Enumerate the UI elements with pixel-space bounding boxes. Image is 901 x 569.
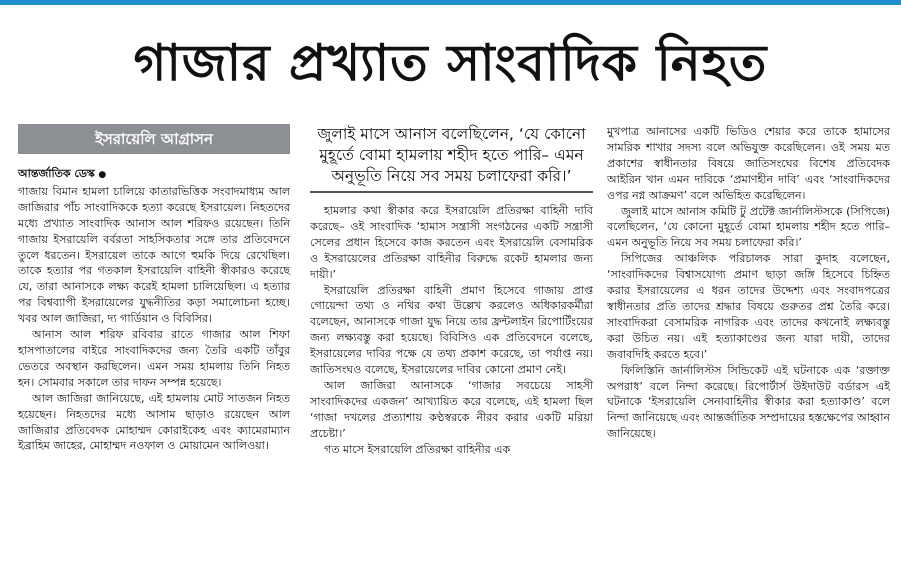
bullet-icon: ● [98, 170, 107, 180]
paragraph: গত মাসে ইসরায়েলি প্রতিরক্ষা বাহিনীর এক [324, 442, 511, 456]
article-column-3 [607, 124, 890, 442]
pull-quote-text: জুলাই মাসে আনাস বলেছিলেন, ‘যে কোনো মুহূর্তে বোমা হামলায় শহীদ হতে পারি– এমন অনুভূতি নিয়ে সব সময় চলাফেরা করি।’ [317, 125, 586, 185]
paragraph: আনাস আল শরিফ রবিবার রাতে গাজার আল শিফা হাসপাতালের বাইরে সাংবাদিকদের জন্য তৈরি একটি তাঁবুর ভেতরে অবস্থান করছিলেন। এমন সময় হামলায় তিনি নিহত হন। সোমবার সকালে তার দাফন সম্পন্ন হয়েছে। [18, 328, 290, 389]
paragraph: আল জাজিরা আনাসকে ‘গাজার সবচেয়ে সাহসী সাংবাদিকদের একজন’ আখ্যায়িত করে বলেছে, এই হামলা ছিল ‘গাজা দখলের প্রত্যাশায় কণ্ঠস্বরকে নীরব করার একটি মরিয়া প্রচেষ্টা।’ [310, 378, 593, 440]
top-accent-bar [0, 0, 901, 5]
headline: গাজার প্রখ্যাত সাংবাদিক নিহত [133, 34, 768, 92]
article-column-1 [18, 124, 290, 454]
article-column-2 [310, 124, 593, 458]
paragraph: ফিলিস্তিনি জার্নালিস্টস সিন্ডিকেট এই ঘটনাকে এক ‘রক্তাক্ত অপরাধ’ বলে নিন্দা করেছে। রিপোর্টার্স উইদাউট বর্ডারস এই ঘটনাকে ‘ইসরায়েলি সেনাবাহিনীর স্বীকার করা হত্যাকাণ্ড’ বলে নিন্দা জানিয়েছে এবং আন্তর্জাতিক সম্প্রদায়ের হস্তক্ষেপের আহ্বান জানিয়েছে। [607, 363, 890, 441]
byline [18, 166, 290, 184]
paragraph: সিপিজের আঞ্চলিক পরিচালক সারা কুদাহ বলেছেন, ‘সাংবাদিকদের বিশ্বাসযোগ্য প্রমাণ ছাড়া জঙ্গি হিসেবে চিহ্নিত করার ইসরায়েলের এ ধরন তাদের উদ্দেশ্য এবং সংবাদপত্রের স্বাধীনতার প্রতি তাদের শ্রদ্ধার বিষয়ে গুরুতর প্রশ্ন তৈরি করে। সাংবাদিকরা বেসামরিক নাগরিক এবং তাদের কখনোই লক্ষ্যবস্তু করা উচিত নয়। এই হত্যাকাণ্ডের জন্য যারা দায়ী, তাদের জবাবদিহি করতে হবে।’ [607, 252, 890, 361]
pull-quote [310, 124, 593, 193]
paragraph: গাজায় বিমান হামলা চালিয়ে কাতারভিত্তিক সংবাদমাধ্যম আল জাজিরার পাঁচ সাংবাদিককে হত্যা করেছে ইসরায়েল। নিহতদের মধ্যে প্রখ্যাত সাংবাদিক আনাস আল শরিফও রয়েছেন। তিনি গাজায় ইসরায়েলি বর্বরতা সাহসিকতার সঙ্গে তার প্রতিবেদনে তুলে ধরতেন। ইসরায়েল তাকে আগে হুমকি দিয়ে রেখেছিল। তাকে হত্যার পর গতকাল ইসরায়েলি বাহিনী স্বীকারও করেছে যে, তারা আনাসকে লক্ষ্য করেই হামলা চালিয়েছিল। এ হত্যার পর বিশ্বব্যাপী ইসরায়েলের যুদ্ধনীতির কড়া সমালোচনা হচ্ছে। খবর আল জাজিরা, দ্য গার্ডিয়ান ও বিবিসির। [18, 184, 290, 326]
paragraph: আল জাজিরা জানিয়েছে, এই হামলায় মোট সাতজন নিহত হয়েছেন। নিহতদের মধ্যে আসাম ছাড়াও রয়েছেন আল জাজিরার প্রতিবেদক মোহাম্মদ কোরাইকেহ এবং ক্যামেরাম্যান ইব্রাহিম জাহের, মোহাম্মদ নওফাল ও মোয়ামেন আলিওয়া। [18, 391, 290, 453]
paragraph: ইসরায়েলি প্রতিরক্ষা বাহিনী প্রমাণ হিসেবে গাজায় প্রাপ্ত গোয়েন্দা তথ্য ও নথির কথা উল্লেখ করলেও অধিকারকর্মীরা বলেছেন, আনাসকে গাজা যুদ্ধ নিয়ে তার ফ্রন্টলাইন রিপোর্টিংয়ের জন্য লক্ষ্যবস্তু করা হয়েছে। বিবিসিও এক প্রতিবেদনে বলেছে, ইসরায়েলের দাবির পক্ষে যে তথ্য প্রকাশ করেছে, তা পর্যাপ্ত নয়। জাতিসংঘও বলেছে, ইসরায়েলের দাবির কোনো প্রমাণ নেই। [310, 283, 593, 377]
paragraph: হামলার কথা স্বীকার করে ইসরায়েলি প্রতিরক্ষা বাহিনী দাবি করেছে– ওই সাংবাদিক ‘হামাস সন্ত্রাসী সংগঠনের একটি সন্ত্রাসী সেলের প্রধান হিসেবে কাজ করতেন এবং ইসরায়েলি বেসামরিক ও ইসরায়েলের প্রতিরক্ষা বাহিনীর বিরুদ্ধে রকেট হামলার জন্য দায়ী।’ [310, 204, 593, 281]
desk-label: আন্তর্জাতিক ডেস্ক [18, 167, 95, 180]
paragraph: জুলাই মাসে আনাস কমিটি টু প্রটেক্ট জার্নালিস্টসকে (সিপিজে) বলেছিলেন, ‘যে কোনো মুহূর্তে বোমা হামলায় শহীদ হতে পারি– এমন অনুভূতি নিয়ে সব সময় চলাফেরা করি।’ [607, 204, 890, 250]
paragraph: মুখপাত্র আনাসের একটি ভিডিও শেয়ার করে তাকে হামাসের সামরিক শাখার সদস্য বলে অভিযুক্ত করেছিলেন। ওই সময় মত প্রকাশের স্বাধীনতার বিষয়ে জাতিসংঘের বিশেষ প্রতিবেদক আইরিন খান এমন দাবিকে ‘প্রমাণহীন দাবি’ এবং ‘সাংবাদিকদের ওপর নগ্ন আক্রমণ’ বলে অভিহিত করেছিলেন। [607, 125, 890, 202]
section-kicker: ইসরায়েলি আগ্রাসন [18, 124, 290, 154]
